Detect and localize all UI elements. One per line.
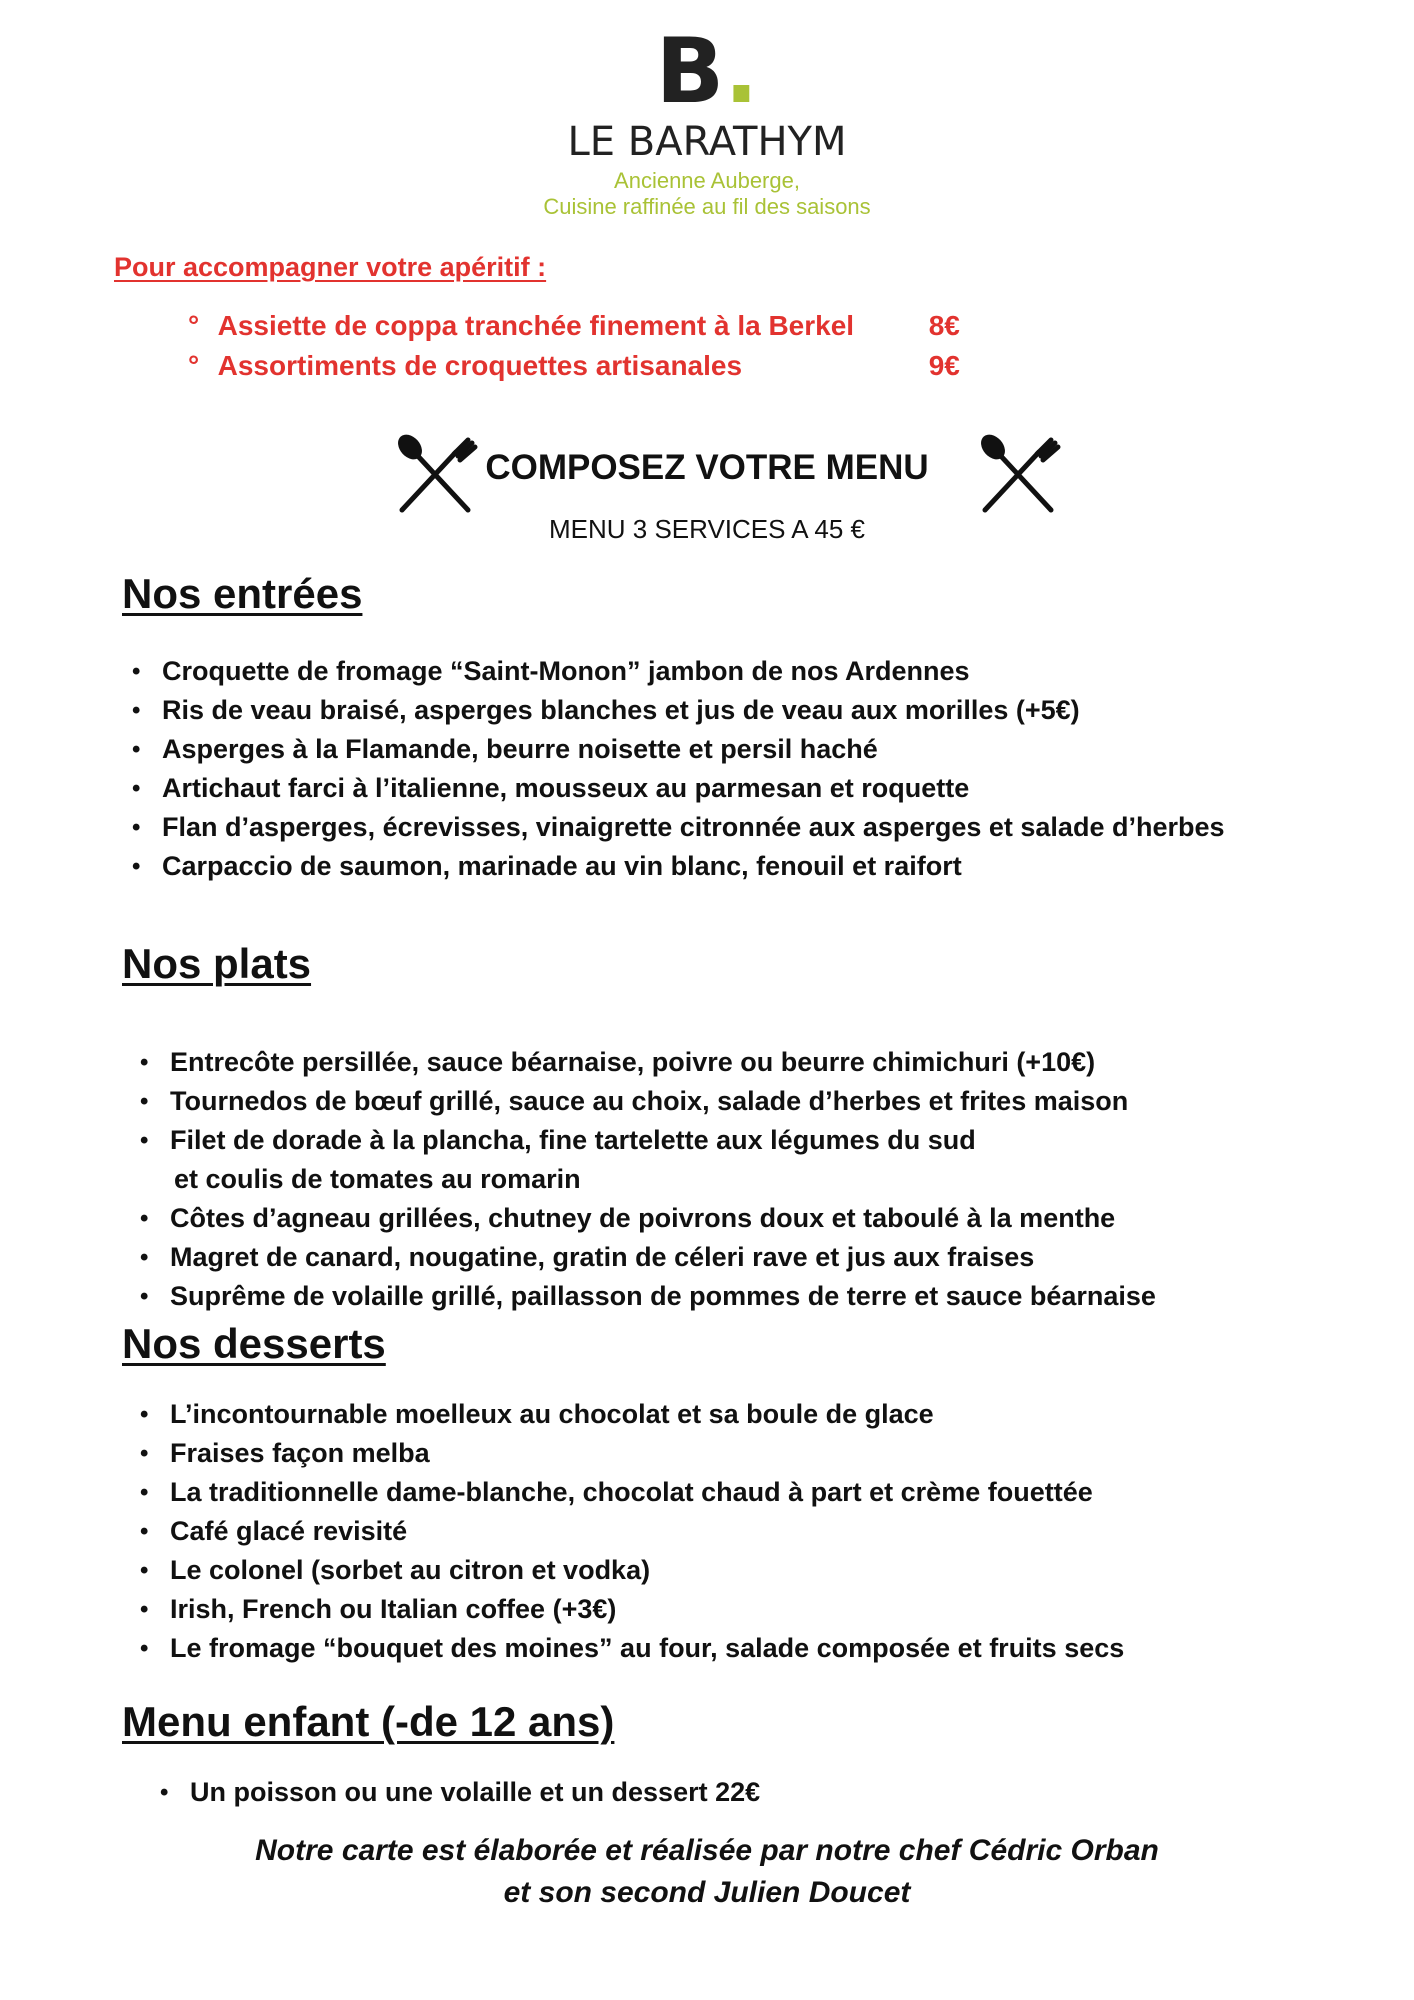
list-item: • Artichaut farci à l’italienne, mousseux au parmesan et roquette — [132, 773, 970, 803]
logo — [0, 19, 1414, 124]
menu-title: COMPOSEZ VOTRE MENU — [485, 448, 929, 487]
tagline-line-1: Ancienne Auberge, — [614, 168, 800, 193]
list-item: • Filet de dorade à la plancha, fine tartelette aux légumes du sud et coulis de tomates au romarin — [170, 1121, 1156, 1199]
list-item: • La traditionnelle dame-blanche, chocolat chaud à part et crème fouettée — [140, 1477, 1093, 1507]
list-item: • Ris de veau braisé, asperges blanches et jus de veau aux morilles (+5€) — [132, 695, 1080, 725]
logo-letter: B — [655, 19, 725, 124]
list-item: • Le fromage “bouquet des moines” au four, salade composée et fruits secs — [140, 1633, 1125, 1663]
menu-subtitle: MENU 3 SERVICES A 45 € — [549, 514, 865, 544]
aperitif-heading: Pour accompagner votre apéritif : — [114, 252, 547, 282]
plats-list — [140, 1043, 1156, 1316]
section-title-desserts: Nos desserts — [122, 1320, 386, 1367]
footer-credits — [0, 1830, 1414, 1914]
aperitif-item-name: Assortiments de croquettes artisanales — [217, 350, 743, 381]
list-item: • Croquette de fromage “Saint-Monon” jambon de nos Ardennes — [132, 656, 970, 686]
aperitif-bullet: ° — [188, 350, 200, 381]
logo-dot: . — [724, 19, 759, 124]
list-item: • Le colonel (sorbet au citron et vodka) — [140, 1555, 651, 1585]
section-title-enfant: Menu enfant (-de 12 ans) — [122, 1698, 615, 1745]
aperitif-item-price: 8€ — [928, 310, 960, 341]
aperitif-item — [188, 346, 988, 386]
list-item-continuation: et coulis de tomates au romarin — [174, 1164, 581, 1194]
aperitif-item-price: 9€ — [928, 350, 960, 381]
list-item: • Carpaccio de saumon, marinade au vin blanc, fenouil et raifort — [132, 851, 962, 881]
list-item: • Irish, French ou Italian coffee (+3€) — [140, 1594, 617, 1624]
restaurant-name: LE BARATHYM — [567, 119, 847, 165]
list-item: • Côtes d’agneau grillées, chutney de poivrons doux et taboulé à la menthe — [140, 1203, 1116, 1233]
aperitif-list — [188, 306, 988, 386]
list-item: • Fraises façon melba — [140, 1438, 430, 1468]
enfant-list — [160, 1773, 761, 1812]
section-title-plats: Nos plats — [122, 940, 312, 987]
list-item: • Un poisson ou une volaille et un dessert 22€ — [160, 1777, 761, 1807]
desserts-list — [140, 1395, 1125, 1668]
aperitif-item-name: Assiette de coppa tranchée finement à la Berkel — [217, 310, 855, 341]
aperitif-item — [188, 306, 988, 346]
list-item: • Magret de canard, nougatine, gratin de céleri rave et jus aux fraises — [140, 1242, 1035, 1272]
list-item: • Flan d’asperges, écrevisses, vinaigrette citronnée aux asperges et salade d’herbes — [132, 812, 1225, 842]
entrees-list — [132, 652, 1225, 886]
list-item: • Café glacé revisité — [140, 1516, 408, 1546]
list-item: • L’incontournable moelleux au chocolat et sa boule de glace — [140, 1399, 934, 1429]
tagline-line-2: Cuisine raffinée au fil des saisons — [543, 194, 871, 219]
footer-line-2: et son second Julien Doucet — [503, 1876, 911, 1909]
aperitif-bullet: ° — [188, 310, 200, 341]
footer-line-1: Notre carte est élaborée et réalisée par notre chef Cédric Orban — [255, 1834, 1159, 1867]
list-item: • Asperges à la Flamande, beurre noisette et persil haché — [132, 734, 878, 764]
list-item: • Suprême de volaille grillé, paillasson de pommes de terre et sauce béarnaise — [140, 1281, 1156, 1311]
list-item: • Tournedos de bœuf grillé, sauce au choix, salade d’herbes et frites maison — [140, 1086, 1129, 1116]
section-title-entrees: Nos entrées — [122, 570, 363, 617]
list-item: • Entrecôte persillée, sauce béarnaise, poivre ou beurre chimichuri (+10€) — [140, 1047, 1096, 1077]
